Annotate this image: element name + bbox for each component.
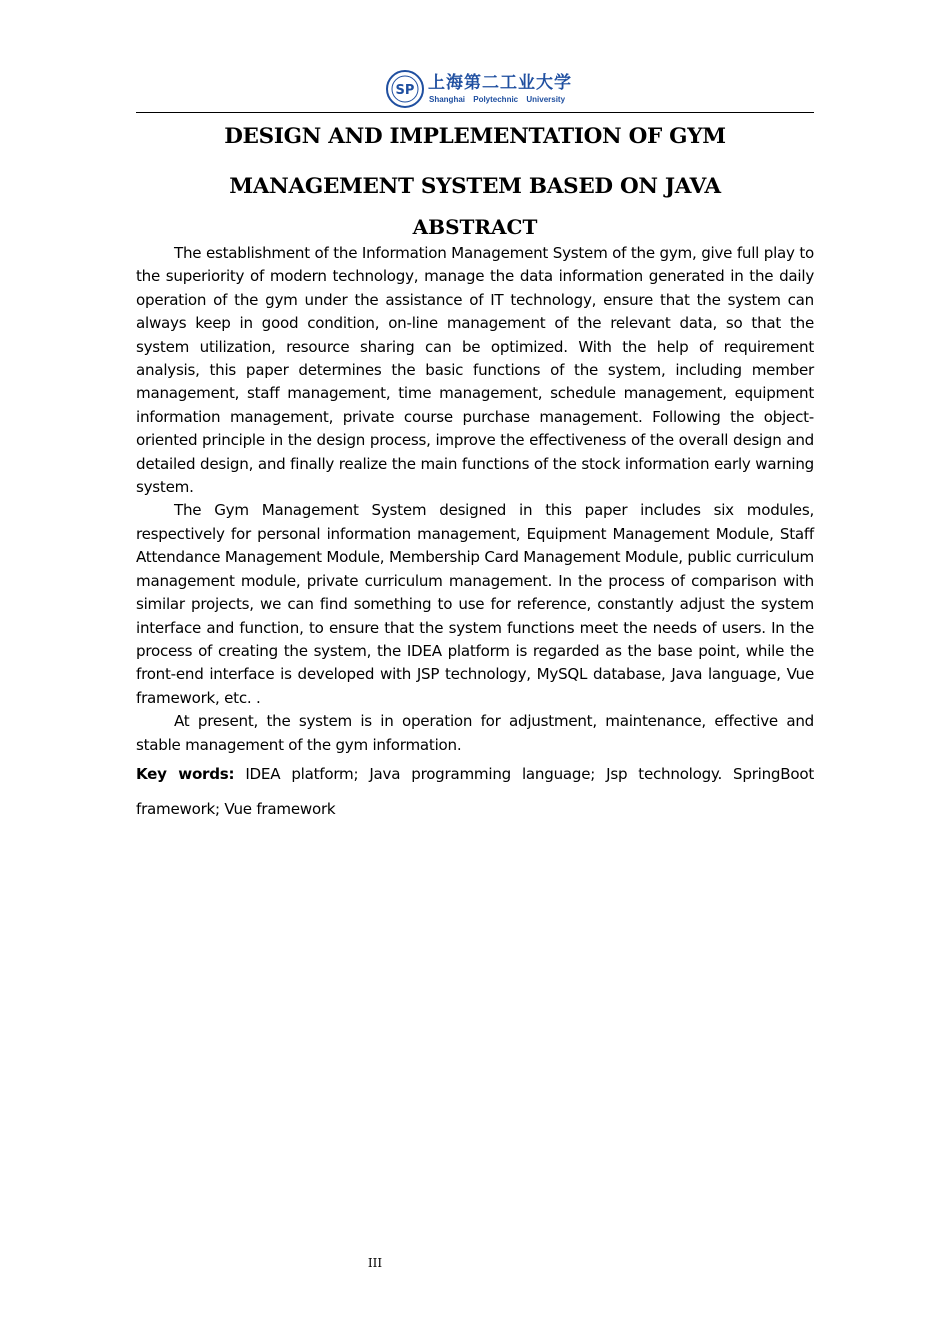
keywords <box>136 757 814 827</box>
keywords-label: Key words: <box>136 764 235 783</box>
logo-chinese-name: 上海第二工业大学 <box>428 73 572 93</box>
logo-mark: SP <box>395 83 415 98</box>
abstract-paragraph-2: The Gym Management System designed in this paper includes six modules, respectively for personal information management, Equipment Management Module, Staff Attendance Management Module, Membership Card Management Module, public curriculum management module, private curriculum management. In the process of comparison with similar projects, we can find something to use for reference, constantly adjust the system interface and function, to ensure that the system functions meet the needs of users. In the process of creating the system, the IDEA platform is regarded as the base point, while the front-end interface is developed with JSP technology, MySQL database, Java language, Vue framework, etc. . <box>136 501 814 707</box>
abstract-body <box>136 242 814 827</box>
keywords-text: IDEA platform; Java programming language; Jsp technology. SpringBoot framework; Vue framework <box>136 764 814 818</box>
logo-english-name: Shanghai Polytechnic University <box>429 95 566 104</box>
thesis-title <box>136 112 814 212</box>
title-line-1: DESIGN AND IMPLEMENTATION OF GYM <box>224 124 726 149</box>
abstract-heading: ABSTRACT <box>412 215 538 239</box>
abstract-paragraph-1: The establishment of the Information Management System of the gym, give full play to the superiority of modern technology, manage the data information generated in the daily operation of the gym under the assistance of IT technology, ensure that the system can always keep in good condition, on-line management of the relevant data, so that the system utilization, resource sharing can be optimized. With the help of requirement analysis, this paper determines the basic functions of the system, including member management, staff management, time management, schedule management, equipment information management, private course purchase management. Following the object-oriented principle in the design process, improve the effectiveness of the overall design and detailed design, and finally realize the main functions of the stock information early warning system. <box>136 244 814 497</box>
title-line-2: MANAGEMENT SYSTEM BASED ON JAVA <box>229 174 721 199</box>
university-seal-icon <box>386 68 424 110</box>
page-header <box>136 64 814 114</box>
page-number: III <box>367 1256 383 1270</box>
university-logo <box>386 68 572 110</box>
abstract-paragraph-3: At present, the system is in operation for adjustment, maintenance, effective and stable management of the gym information. <box>136 712 814 754</box>
